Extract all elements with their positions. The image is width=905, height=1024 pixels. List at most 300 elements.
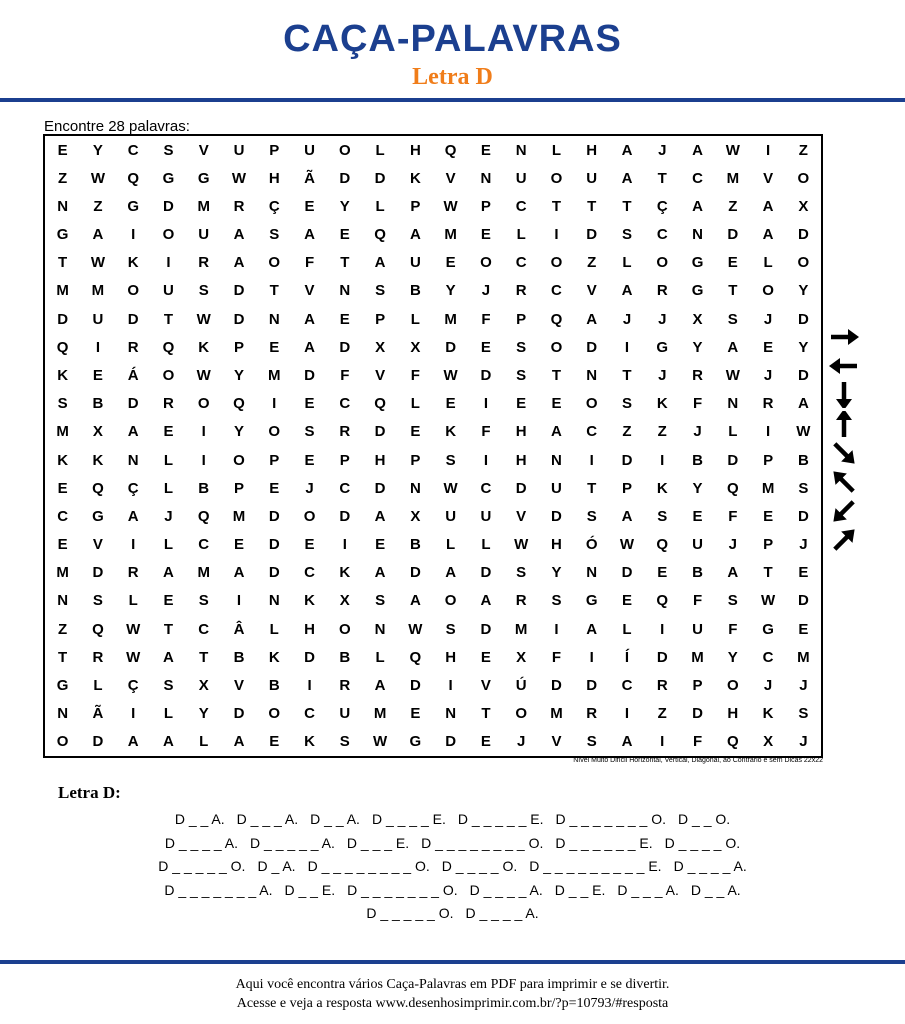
arrow-right-icon xyxy=(824,324,864,350)
grid-cell: R xyxy=(127,564,139,582)
grid-cell: G xyxy=(691,282,704,300)
grid-cell: C xyxy=(198,620,210,638)
hint-word: D _ _ _ _ _ _ _ O. xyxy=(555,811,667,827)
grid-cell: D xyxy=(551,507,562,525)
hint-word: D _ _ _ _ _ _ _ _ _ E. xyxy=(529,858,662,874)
grid-cell: H xyxy=(515,423,527,441)
grid-cell: S xyxy=(727,310,738,328)
grid-cell: I xyxy=(660,620,665,638)
grid-cell: Q xyxy=(374,395,386,413)
grid-cell: H xyxy=(268,169,280,187)
grid-cell: M xyxy=(550,705,563,723)
grid-cell: D xyxy=(163,197,174,215)
grid-cell: O xyxy=(444,592,457,610)
grid-cell: I xyxy=(236,592,242,610)
grid-cell: M xyxy=(56,282,69,300)
grid-cell: Ç xyxy=(268,197,280,215)
grid-cell: I xyxy=(483,451,488,469)
grid-cell: A xyxy=(127,507,139,525)
grid-cell: O xyxy=(515,705,527,723)
grid-cell: D xyxy=(127,310,139,328)
grid-cell: Ç xyxy=(127,479,139,497)
grid-cell: E xyxy=(304,395,315,413)
grid-cell: M xyxy=(691,648,704,666)
grid-cell: P xyxy=(269,141,280,159)
grid-cell: A xyxy=(374,507,386,525)
grid-cell: I xyxy=(342,536,347,554)
grid-cell: O xyxy=(268,423,281,441)
grid-cell: W xyxy=(725,141,740,159)
grid-cell: M xyxy=(268,367,281,385)
grid-cell: X xyxy=(339,592,350,610)
grid-cell: T xyxy=(163,620,174,638)
grid-cell: D xyxy=(797,507,809,525)
grid-cell: G xyxy=(762,620,774,638)
grid-cell: K xyxy=(127,254,139,272)
grid-cell: J xyxy=(728,536,737,554)
grid-cell: W xyxy=(90,254,105,272)
grid-cell: U xyxy=(445,507,457,525)
grid-cell: V xyxy=(375,367,386,385)
grid-cell: A xyxy=(621,169,633,187)
grid-cell: E xyxy=(304,451,315,469)
grid-cell: U xyxy=(304,141,315,159)
grid-cell: S xyxy=(163,141,174,159)
grid-cell: S xyxy=(269,226,280,244)
grid-cell: E xyxy=(233,536,244,554)
hint-word: D _ _ O. xyxy=(678,811,731,827)
grid-cell: G xyxy=(409,733,422,751)
grid-cell: U xyxy=(163,282,174,300)
grid-cell: H xyxy=(515,451,527,469)
grid-cell: D xyxy=(268,507,280,525)
grid-cell: Y xyxy=(551,564,562,582)
grid-cell: K xyxy=(656,395,668,413)
grid-cell: Q xyxy=(127,169,139,187)
grid-cell: Z xyxy=(728,197,738,215)
grid-cell: E xyxy=(410,423,421,441)
grid-cell: E xyxy=(269,338,280,356)
grid-cell: E xyxy=(163,592,174,610)
page-subtitle: Letra D xyxy=(412,64,493,90)
grid-cell: L xyxy=(128,592,138,610)
grid-cell: L xyxy=(622,620,632,638)
grid-cell: E xyxy=(304,197,315,215)
grid-cell: I xyxy=(131,226,136,244)
grid-cell: L xyxy=(375,197,385,215)
grid-cell: U xyxy=(409,254,421,272)
word-search-grid xyxy=(43,134,823,758)
grid-cell: F xyxy=(481,310,491,328)
grid-cell: X xyxy=(198,677,209,695)
hint-word: D _ _ _ A. xyxy=(617,881,679,898)
grid-cell: N xyxy=(339,282,351,300)
grid-cell: V xyxy=(763,169,774,187)
grid-cell: Ç xyxy=(127,677,139,695)
grid-cell: Y xyxy=(692,338,703,356)
grid-cell: T xyxy=(551,197,562,215)
grid-cell: E xyxy=(445,254,456,272)
grid-cell: Â xyxy=(233,620,245,638)
grid-cell: H xyxy=(727,705,739,723)
grid-cell: L xyxy=(93,677,103,695)
grid-cell: F xyxy=(481,423,491,441)
hint-word: D _ _ _ _ A. xyxy=(673,858,747,874)
grid-cell: I xyxy=(131,536,136,554)
grid-cell: V xyxy=(198,141,209,159)
grid-cell: C xyxy=(339,479,351,497)
grid-cell: I xyxy=(660,733,665,751)
grid-cell: O xyxy=(338,620,351,638)
grid-cell: M xyxy=(373,705,387,723)
grid-cell: L xyxy=(163,536,174,554)
grid-cell: G xyxy=(656,338,669,356)
grid-cell: Y xyxy=(692,479,703,497)
grid-cell: N xyxy=(57,705,69,723)
grid-cell: C xyxy=(127,141,139,159)
grid-cell: N xyxy=(515,141,527,159)
grid-cell: D xyxy=(586,677,598,695)
grid-cell: E xyxy=(445,395,456,413)
grid-cell: U xyxy=(92,310,104,328)
grid-cell: T xyxy=(551,367,562,385)
grid-cell: X xyxy=(692,310,703,328)
grid-cell: U xyxy=(586,169,598,187)
grid-cell: B xyxy=(233,648,245,666)
grid-cell: K xyxy=(304,592,315,610)
hint-word: D _ _ _ _ _ O. xyxy=(366,905,454,921)
grid-cell: U xyxy=(692,536,703,554)
grid-cell: N xyxy=(692,226,703,244)
grid-cell: N xyxy=(551,451,562,469)
grid-cell: K xyxy=(57,367,69,385)
grid-cell: A xyxy=(127,423,139,441)
grid-cell: B xyxy=(92,395,104,413)
grid-cell: I xyxy=(766,141,771,159)
grid-cell: X xyxy=(92,423,103,441)
grid-cell: A xyxy=(727,564,739,582)
grid-cell: L xyxy=(481,536,491,554)
grid-cell: P xyxy=(339,451,350,469)
grid-cell: J xyxy=(658,141,667,159)
grid-cell: R xyxy=(233,197,245,215)
grid-cell: I xyxy=(166,254,171,272)
grid-cell: N xyxy=(268,310,280,328)
grid-cell: G xyxy=(92,507,104,525)
grid-cell: F xyxy=(728,507,738,525)
grid-cell: Z xyxy=(587,254,597,272)
grid-cell: U xyxy=(198,226,210,244)
grid-cell: A xyxy=(233,254,245,272)
grid-cell: D xyxy=(339,169,351,187)
grid-cell: U xyxy=(692,620,703,638)
grid-cell: D xyxy=(268,536,280,554)
grid-cell: L xyxy=(269,620,279,638)
grid-cell: C xyxy=(198,536,210,554)
grid-cell: Y xyxy=(92,141,103,159)
grid-cell: A xyxy=(480,592,492,610)
grid-cell: P xyxy=(763,451,774,469)
grid-cell: Y xyxy=(798,338,809,356)
grid-cell: K xyxy=(409,169,421,187)
instruction-text: Encontre 28 palavras: xyxy=(44,118,190,135)
grid-cell: N xyxy=(586,564,598,582)
grid-cell: E xyxy=(57,141,68,159)
hint-line xyxy=(0,879,905,903)
grid-cell: W xyxy=(196,367,211,385)
grid-cell: Y xyxy=(727,648,738,666)
grid-cell: D xyxy=(727,451,739,469)
grid-cell: W xyxy=(796,423,811,441)
arrow-down-right-icon xyxy=(824,440,864,466)
grid-cell: A xyxy=(409,226,421,244)
grid-cell: A xyxy=(92,226,104,244)
grid-cell: O xyxy=(338,141,351,159)
grid-cell: U xyxy=(339,705,351,723)
grid-cell: I xyxy=(624,705,630,723)
grid-cell: K xyxy=(198,338,210,356)
grid-cell: D xyxy=(656,648,668,666)
grid-cell: S xyxy=(621,395,632,413)
grid-cell: C xyxy=(551,282,562,300)
grid-cell: E xyxy=(480,141,491,159)
grid-cell: D xyxy=(797,592,809,610)
grid-cell: U xyxy=(233,141,245,159)
grid-cell: T xyxy=(657,169,667,187)
grid-cell: J xyxy=(763,310,773,328)
grid-cell: D xyxy=(515,479,527,497)
grid-cell: D xyxy=(339,507,351,525)
grid-cell: M xyxy=(514,620,528,638)
grid-cell: X xyxy=(410,507,421,525)
grid-cell: V xyxy=(304,282,315,300)
grid-cell: W xyxy=(443,367,458,385)
grid-cell: Z xyxy=(58,169,68,187)
grid-cell: D xyxy=(445,338,457,356)
grid-cell: R xyxy=(586,705,598,723)
grid-cell: Q xyxy=(92,479,104,497)
grid-cell: E xyxy=(339,226,350,244)
grid-cell: W xyxy=(126,648,141,666)
hint-line xyxy=(0,855,905,879)
arrow-up-right-icon xyxy=(824,527,864,553)
grid-cell: A xyxy=(551,423,562,441)
grid-cell: N xyxy=(586,367,598,385)
grid-cell: F xyxy=(692,395,703,413)
grid-cell: Ú xyxy=(515,677,527,695)
grid-cell: K xyxy=(445,423,457,441)
grid-cell: A xyxy=(233,564,245,582)
grid-cell: C xyxy=(304,564,315,582)
grid-cell: Q xyxy=(374,226,386,244)
grid-cell: O xyxy=(56,733,69,751)
grid-cell: R xyxy=(656,282,668,300)
hint-word: D _ _ A. xyxy=(310,811,360,827)
hint-word: D _ _ _ _ _ _ _ A. xyxy=(164,881,273,898)
grid-cell: S xyxy=(516,564,527,582)
grid-cell: A xyxy=(762,226,774,244)
grid-cell: C xyxy=(339,395,351,413)
grid-cell: P xyxy=(692,677,703,695)
grid-cell: M xyxy=(197,197,210,215)
grid-cell: R xyxy=(515,592,527,610)
grid-cell: F xyxy=(410,367,420,385)
grid-cell: O xyxy=(233,451,245,469)
grid-cell: R xyxy=(127,338,139,356)
grid-cell: A xyxy=(692,197,703,215)
hint-word: D _ _ _ _ A. xyxy=(164,834,239,851)
grid-cell: I xyxy=(272,395,277,413)
grid-cell: T xyxy=(269,282,279,300)
grid-cell: O xyxy=(762,282,774,300)
grid-cell: Q xyxy=(197,507,210,525)
grid-cell: L xyxy=(763,254,773,272)
grid-cell: J xyxy=(799,536,808,554)
grid-cell: X xyxy=(763,733,774,751)
grid-cell: D xyxy=(92,564,104,582)
grid-cell: Ã xyxy=(304,169,315,187)
hint-word: D _ _ _ _ O. xyxy=(441,858,518,874)
grid-cell: C xyxy=(515,197,527,215)
grid-cell: T xyxy=(163,310,174,328)
grid-cell: L xyxy=(375,141,385,159)
grid-cell: V xyxy=(516,507,527,525)
hint-word: D _ _ A. xyxy=(690,881,741,898)
grid-cell: E xyxy=(763,338,774,356)
grid-cell: G xyxy=(127,197,139,215)
grid-cell: J xyxy=(658,310,667,328)
grid-cell: R xyxy=(198,254,210,272)
grid-cell: A xyxy=(692,141,703,159)
grid-cell: P xyxy=(763,536,774,554)
footer xyxy=(0,975,905,1013)
hint-word: D _ _ _ _ _ _ _ _ O. xyxy=(307,858,430,874)
grid-cell: O xyxy=(303,507,316,525)
grid-cell: O xyxy=(197,395,210,413)
grid-cell: B xyxy=(409,282,421,300)
grid-cell: A xyxy=(621,141,633,159)
grid-cell: V xyxy=(233,677,244,695)
grid-cell: L xyxy=(163,479,174,497)
grid-cell: D xyxy=(233,310,245,328)
grid-cell: S xyxy=(621,226,632,244)
grid-cell: V xyxy=(445,169,456,187)
grid-cell: X xyxy=(798,197,809,215)
grid-cell: A xyxy=(304,310,315,328)
grid-cell: E xyxy=(269,733,280,751)
grid-cell: A xyxy=(409,592,421,610)
grid-cell: E xyxy=(692,507,703,525)
grid-cell: O xyxy=(797,254,810,272)
grid-cell: B xyxy=(409,536,421,554)
hint-word: D _ _ _ _ _ _ _ _ O. xyxy=(421,834,544,851)
grid-cell: S xyxy=(339,733,350,751)
grid-cell: E xyxy=(375,536,386,554)
grid-cell: F xyxy=(551,648,562,666)
grid-cell: J xyxy=(763,367,773,385)
grid-cell: W xyxy=(443,197,458,215)
grid-cell: Y xyxy=(233,423,244,441)
grid-cell: P xyxy=(480,197,491,215)
grid-cell: Á xyxy=(127,367,139,385)
grid-cell: D xyxy=(57,310,69,328)
grid-cell: R xyxy=(692,367,703,385)
hint-line xyxy=(0,902,905,926)
grid-cell: D xyxy=(304,648,315,666)
grid-cell: Q xyxy=(444,141,457,159)
grid-cell: M xyxy=(444,226,457,244)
grid-cell: O xyxy=(550,254,563,272)
grid-cell: E xyxy=(480,733,491,751)
grid-cell: S xyxy=(304,423,315,441)
grid-cell: I xyxy=(483,395,488,413)
bottom-divider xyxy=(0,960,905,964)
grid-cell: J xyxy=(693,423,702,441)
grid-cell: D xyxy=(409,564,421,582)
grid-cell: N xyxy=(409,479,421,497)
grid-cell: A xyxy=(163,648,174,666)
grid-cell: T xyxy=(587,197,597,215)
grid-cell: J xyxy=(305,479,314,497)
grid-cell: S xyxy=(198,282,209,300)
grid-cell: S xyxy=(798,705,809,723)
grid-cell: A xyxy=(621,733,633,751)
grid-cell: M xyxy=(56,564,69,582)
grid-cell: P xyxy=(233,338,244,356)
footer-line-1: Aqui você encontra vários Caça-Palavras em PDF para imprimir e se divertir. xyxy=(235,977,670,992)
grid-cell: E xyxy=(516,395,527,413)
grid-cell: I xyxy=(589,648,594,666)
grid-cell: B xyxy=(692,564,703,582)
grid-cell: I xyxy=(589,451,594,469)
grid-cell: L xyxy=(516,226,526,244)
grid-cell: C xyxy=(57,507,69,525)
grid-cell: A xyxy=(586,310,598,328)
grid-cell: B xyxy=(198,479,210,497)
grid-cell: A xyxy=(304,226,315,244)
grid-cell: K xyxy=(656,479,668,497)
grid-cell: S xyxy=(163,677,174,695)
grid-cell: W xyxy=(408,620,423,638)
grid-cell: S xyxy=(586,733,597,751)
grid-cell: D xyxy=(797,226,809,244)
grid-cell: S xyxy=(445,451,456,469)
hint-word: D _ _ _ _ _ _ _ O. xyxy=(347,881,458,898)
hint-word: D _ _ _ E. xyxy=(346,834,410,851)
grid-cell: P xyxy=(621,479,632,497)
grid-cell: V xyxy=(92,536,103,554)
grid-cell: I xyxy=(660,451,665,469)
hint-word: D _ _ _ _ O. xyxy=(664,834,741,851)
arrow-up-left-icon xyxy=(824,469,864,495)
grid-cell: T xyxy=(481,705,491,723)
grid-cell: D xyxy=(692,705,703,723)
grid-cell: C xyxy=(515,254,527,272)
grid-cell: R xyxy=(339,423,351,441)
grid-cell: K xyxy=(762,705,774,723)
grid-cell: D xyxy=(374,169,386,187)
grid-cell: D xyxy=(374,479,386,497)
grid-cell: K xyxy=(304,733,315,751)
grid-cell: D xyxy=(127,395,139,413)
hints-title: Letra D: xyxy=(58,783,121,802)
grid-cell: A xyxy=(445,564,457,582)
grid-cell: Í xyxy=(624,648,630,666)
grid-cell: B xyxy=(268,677,280,695)
grid-cell: T xyxy=(340,254,350,272)
grid-cell: R xyxy=(515,282,527,300)
word-hints xyxy=(0,808,905,926)
